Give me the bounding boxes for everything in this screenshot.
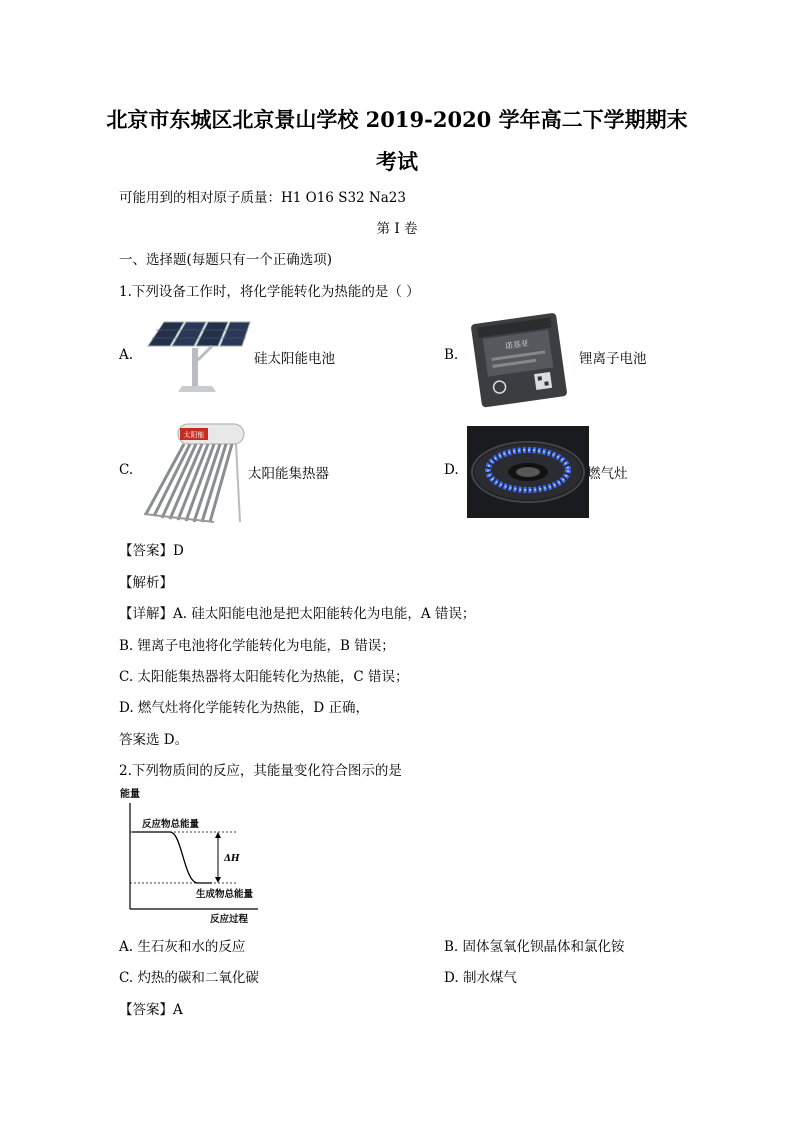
- heater-brand-text: 太阳能: [183, 431, 205, 439]
- q1-option-a-letter: A.: [119, 347, 134, 363]
- q2-option-a-label: 生石灰和水的反应: [137, 939, 246, 955]
- q1-answer: 【答案】D: [119, 543, 184, 559]
- q1-option-a-label: 硅太阳能电池: [254, 351, 335, 367]
- q2-option-b: [444, 935, 625, 955]
- q1-option-d-letter: D.: [444, 462, 459, 478]
- lithium-battery-image: [466, 312, 574, 408]
- page-title-line2: 考试: [376, 149, 418, 174]
- q2-option-c-letter: C.: [119, 970, 134, 986]
- reactant-energy-label: 反应物总能量: [142, 819, 200, 830]
- volume-heading: 第 I 卷: [376, 221, 418, 237]
- energy-axis-label: 能量: [120, 789, 140, 800]
- q1-detail-line-1: 【详解】A. 硅太阳能电池是把太阳能转化为电能，A 错误；: [119, 606, 476, 622]
- q1-analysis-heading: 【解析】: [119, 575, 173, 591]
- q1-detail-line-5: 答案选 D。: [119, 732, 189, 748]
- solar-panel-image: [142, 316, 254, 396]
- q2-option-b-label: 固体氢氧化钡晶体和氯化铵: [462, 939, 625, 955]
- q2-option-b-letter: B.: [444, 939, 459, 955]
- delta-h-label: ΔH: [224, 854, 240, 864]
- battery-brand-text: 诺基亚: [504, 338, 530, 351]
- q2-option-c-label: 灼热的碳和二氧化碳: [137, 970, 259, 986]
- q2-option-d-label: 制水煤气: [462, 970, 517, 986]
- question-2-stem: 2.下列物质间的反应，其能量变化符合图示的是: [119, 763, 402, 779]
- solar-water-heater-image: [140, 418, 248, 526]
- reaction-process-label: 反应过程: [210, 914, 249, 925]
- q1-option-c-label: 太阳能集热器: [248, 466, 329, 482]
- q1-option-d-label: 燃气灶: [587, 466, 628, 482]
- gas-stove-image: [467, 426, 589, 518]
- q1-option-c-letter: C.: [119, 462, 134, 478]
- page-title-line1: 北京市东城区北京景山学校 2019-2020 学年高二下学期期末: [106, 107, 688, 132]
- q2-option-a-letter: A.: [119, 939, 134, 955]
- q2-answer: 【答案】A: [119, 1002, 183, 1018]
- q1-detail-line-3: C. 太阳能集热器将太阳能转化为热能，C 错误；: [119, 669, 409, 685]
- product-energy-label: 生成物总能量: [196, 889, 254, 900]
- q2-option-d-letter: D.: [444, 970, 459, 986]
- q2-option-c: [119, 966, 259, 986]
- q1-option-b-label: 锂离子电池: [579, 351, 647, 367]
- section-heading: 一、选择题(每题只有一个正确选项): [119, 252, 333, 268]
- q1-detail-line-2: B. 锂离子电池将化学能转化为电能，B 错误；: [119, 638, 395, 654]
- energy-diagram: [118, 785, 278, 925]
- atomic-mass-note: 可能用到的相对原子质量：H1 O16 S32 Na23: [119, 190, 406, 206]
- question-1-stem: 1.下列设备工作时，将化学能转化为热能的是（ ）: [119, 284, 420, 300]
- q1-option-b-letter: B.: [444, 347, 459, 363]
- q2-option-d: [444, 966, 517, 986]
- q2-option-a: [119, 935, 245, 955]
- q1-detail-line-4: D. 燃气灶将化学能转化为热能，D 正确，: [119, 700, 370, 716]
